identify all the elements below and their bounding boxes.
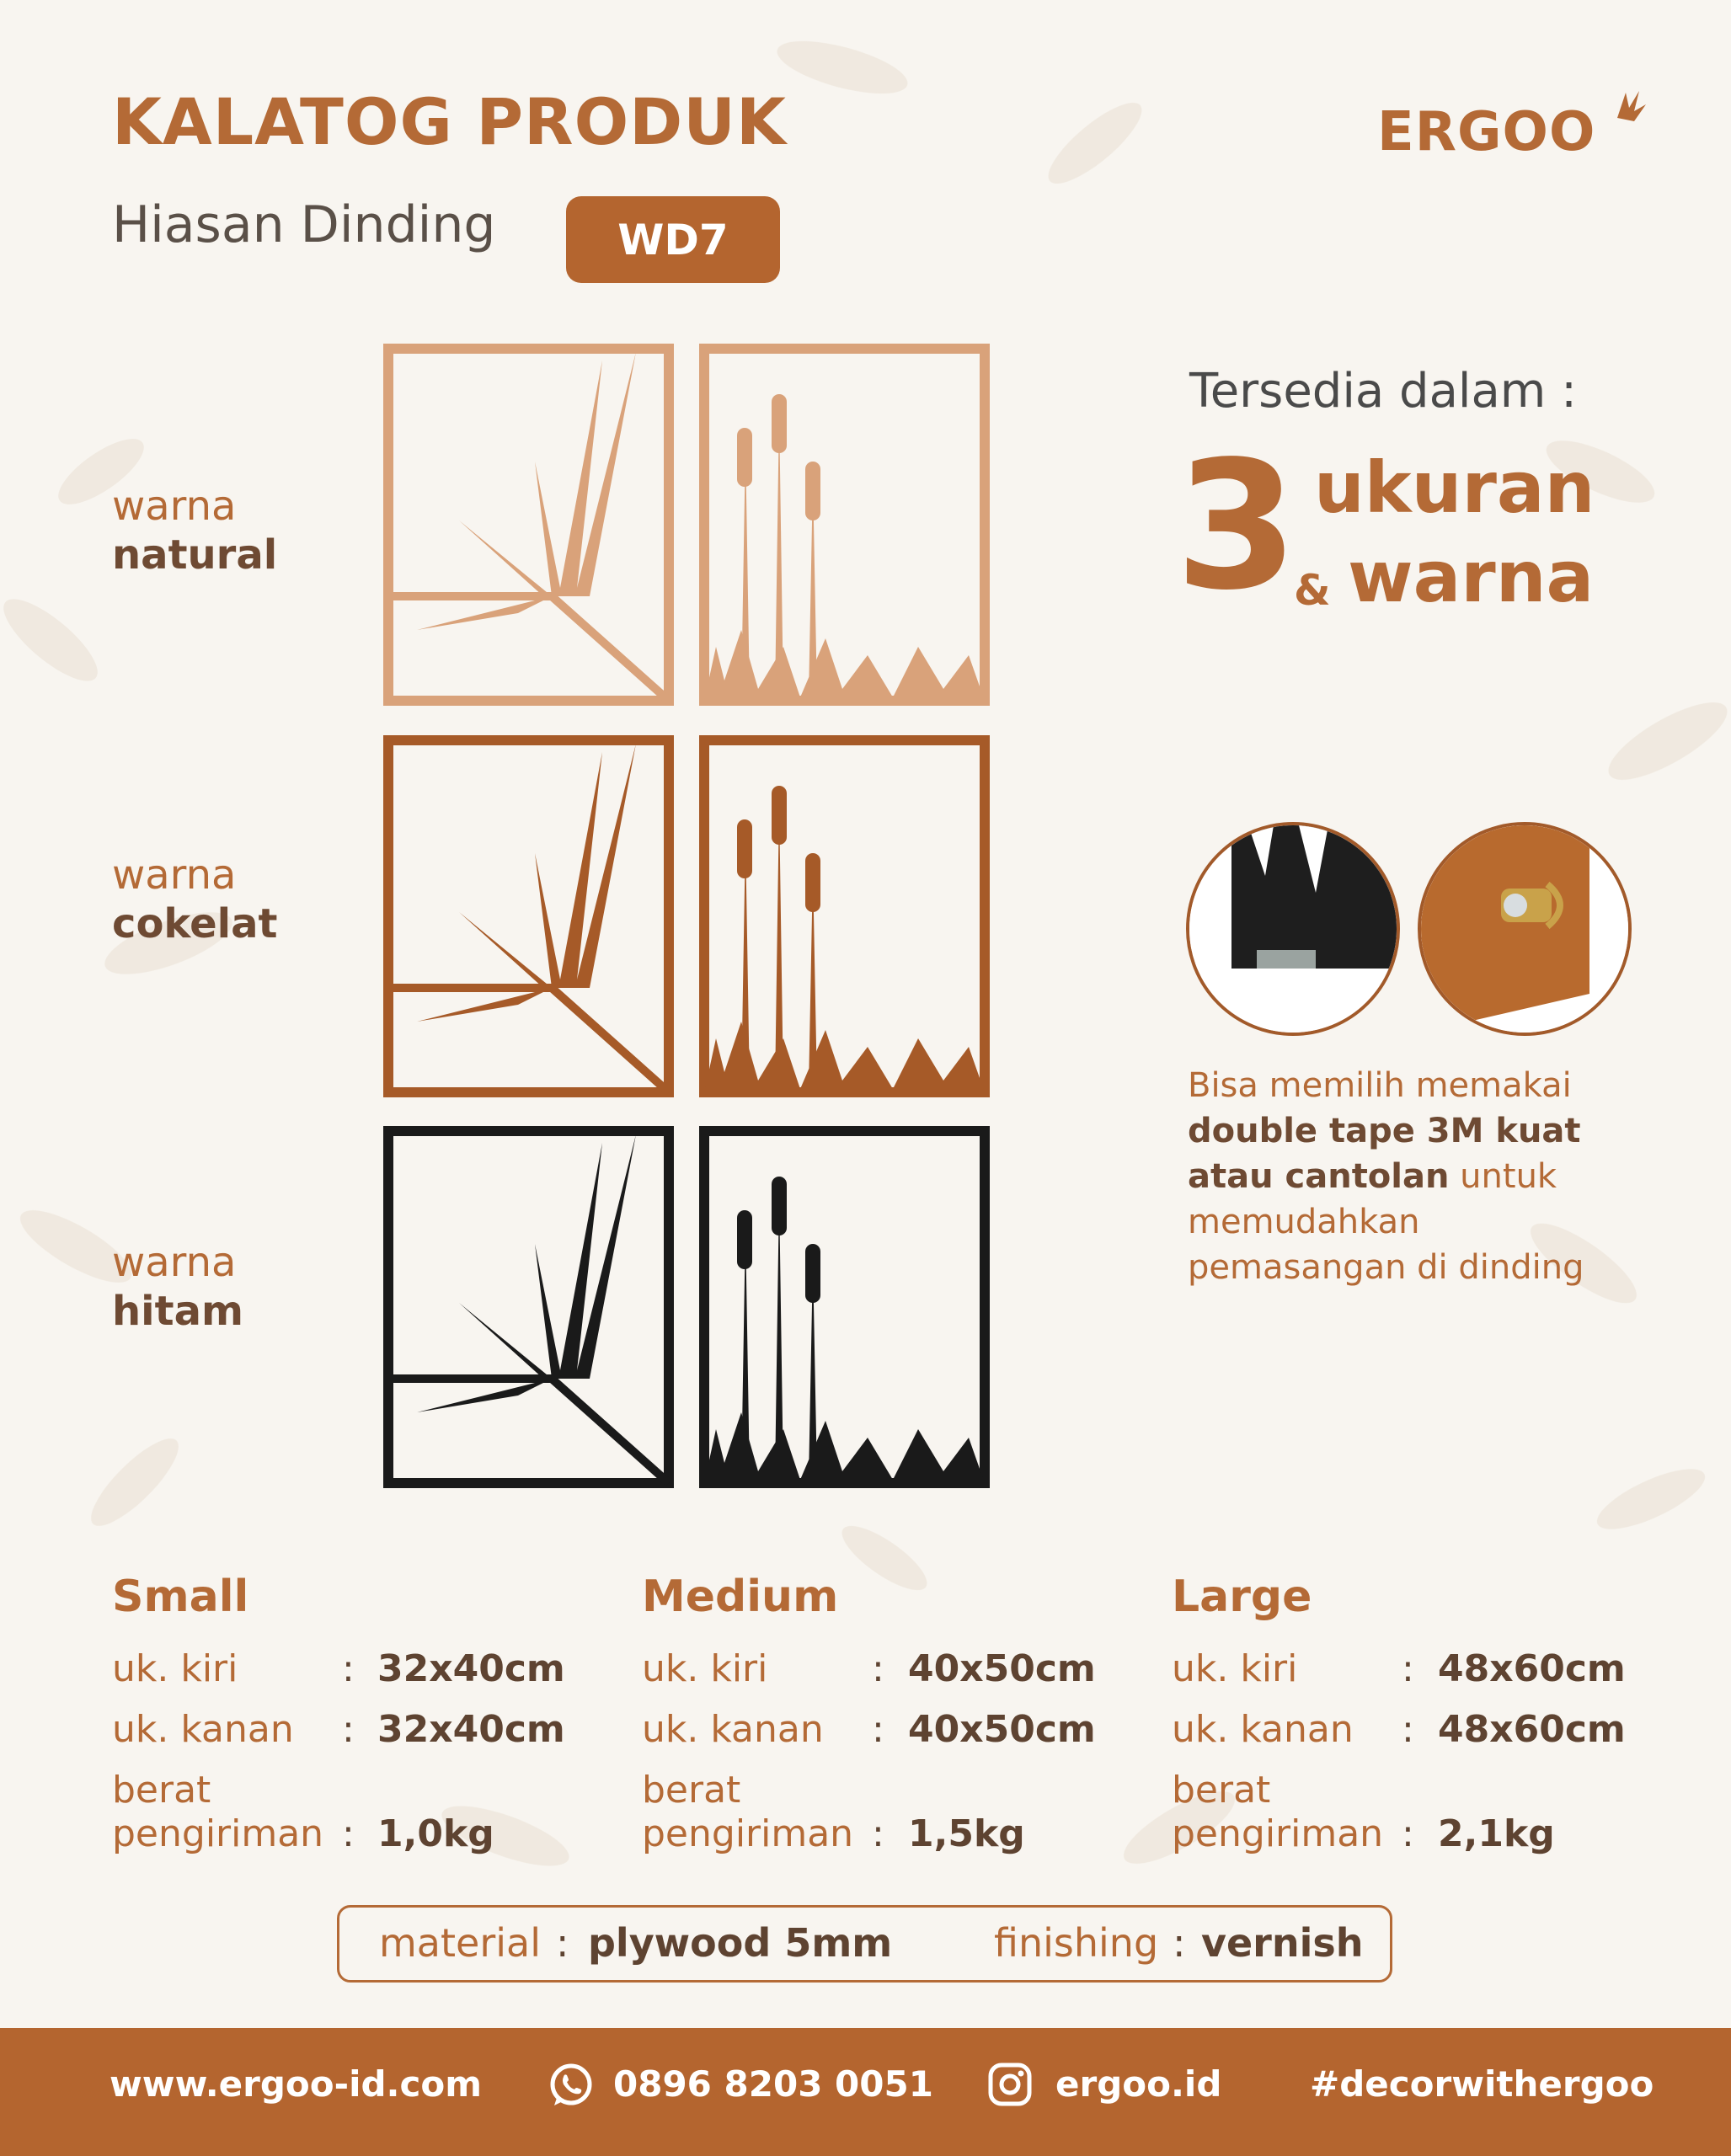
panel-hitam-right [699,1126,990,1488]
product-category: Hiasan Dinding [112,195,496,254]
spec-label: pengiriman [642,1812,854,1855]
availability-colors: warna [1348,536,1595,618]
finishing-label: finishing [994,1920,1159,1966]
spec-colon: : [872,1708,884,1751]
size-title-medium: Medium [642,1572,839,1622]
spec-colon: : [1402,1812,1414,1855]
spec-label: berat [1172,1769,1271,1812]
instagram-handle[interactable]: ergoo.id [1055,2063,1222,2105]
availability-number: 3 [1175,423,1299,629]
spec-label: berat [112,1769,211,1812]
spec-value: 40x50cm [908,1708,1096,1751]
spec-label: uk. kanan [642,1708,824,1751]
hanger-hook-photo [1418,822,1632,1036]
spec-label: uk. kanan [1172,1708,1354,1751]
instagram-icon [987,2062,1033,2107]
panel-natural-right [699,344,990,706]
panel-natural-left [383,344,674,706]
spec-colon: : [1402,1647,1414,1690]
page-title: KALATOG PRODUK [112,84,787,159]
spec-label: berat [642,1769,741,1812]
availability-ampersand: & [1294,566,1331,615]
material-label: material [379,1920,541,1966]
spec-value: 32x40cm [377,1647,565,1690]
spec-colon: : [872,1647,884,1690]
website-link[interactable]: www.ergoo-id.com [110,2063,483,2105]
spec-value: 1,5kg [908,1812,1025,1855]
whatsapp-icon [548,2062,595,2109]
availability-title: Tersedia dalam : [1189,364,1577,419]
spec-colon: : [872,1812,884,1855]
finishing-value: vernish [1201,1920,1364,1966]
color-label-hitam: warna hitam [112,1239,243,1335]
spec-label: uk. kiri [1172,1647,1298,1690]
availability-sizes: ukuran [1314,446,1595,529]
spec-colon: : [1402,1708,1414,1751]
hashtag: #decorwithergoo [1310,2063,1654,2105]
product-code-badge: WD7 [566,196,780,283]
spec-value: 32x40cm [377,1708,565,1751]
mounting-description: Bisa memilih memakai double tape 3M kuat atau cantolan untuk memudahkan pemasangan di dinding [1188,1066,1584,1287]
spec-value: 1,0kg [377,1812,494,1855]
spec-colon: : [342,1708,355,1751]
spec-label: pengiriman [1172,1812,1384,1855]
brand-logo: ERGOO [1377,101,1596,163]
spec-value: 2,1kg [1438,1812,1555,1855]
finishing-colon: : [1173,1920,1186,1966]
material-value: plywood 5mm [588,1920,893,1966]
spec-colon: : [342,1812,355,1855]
color-label-natural: warna natural [112,483,278,579]
double-tape-photo [1186,822,1400,1036]
brand-splash-icon [1600,84,1651,135]
panel-cokelat-right [699,735,990,1097]
size-title-large: Large [1172,1572,1312,1622]
spec-value: 40x50cm [908,1647,1096,1690]
spec-value: 48x60cm [1438,1647,1626,1690]
color-label-cokelat: warna cokelat [112,851,278,947]
spec-label: pengiriman [112,1812,324,1855]
spec-label: uk. kanan [112,1708,294,1751]
spec-label: uk. kiri [642,1647,768,1690]
spec-value: 48x60cm [1438,1708,1626,1751]
size-title-small: Small [112,1572,249,1622]
spec-label: uk. kiri [112,1647,238,1690]
panel-hitam-left [383,1126,674,1488]
material-colon: : [556,1920,569,1966]
spec-colon: : [342,1647,355,1690]
phone-number[interactable]: 0896 8203 0051 [613,2063,933,2105]
panel-cokelat-left [383,735,674,1097]
